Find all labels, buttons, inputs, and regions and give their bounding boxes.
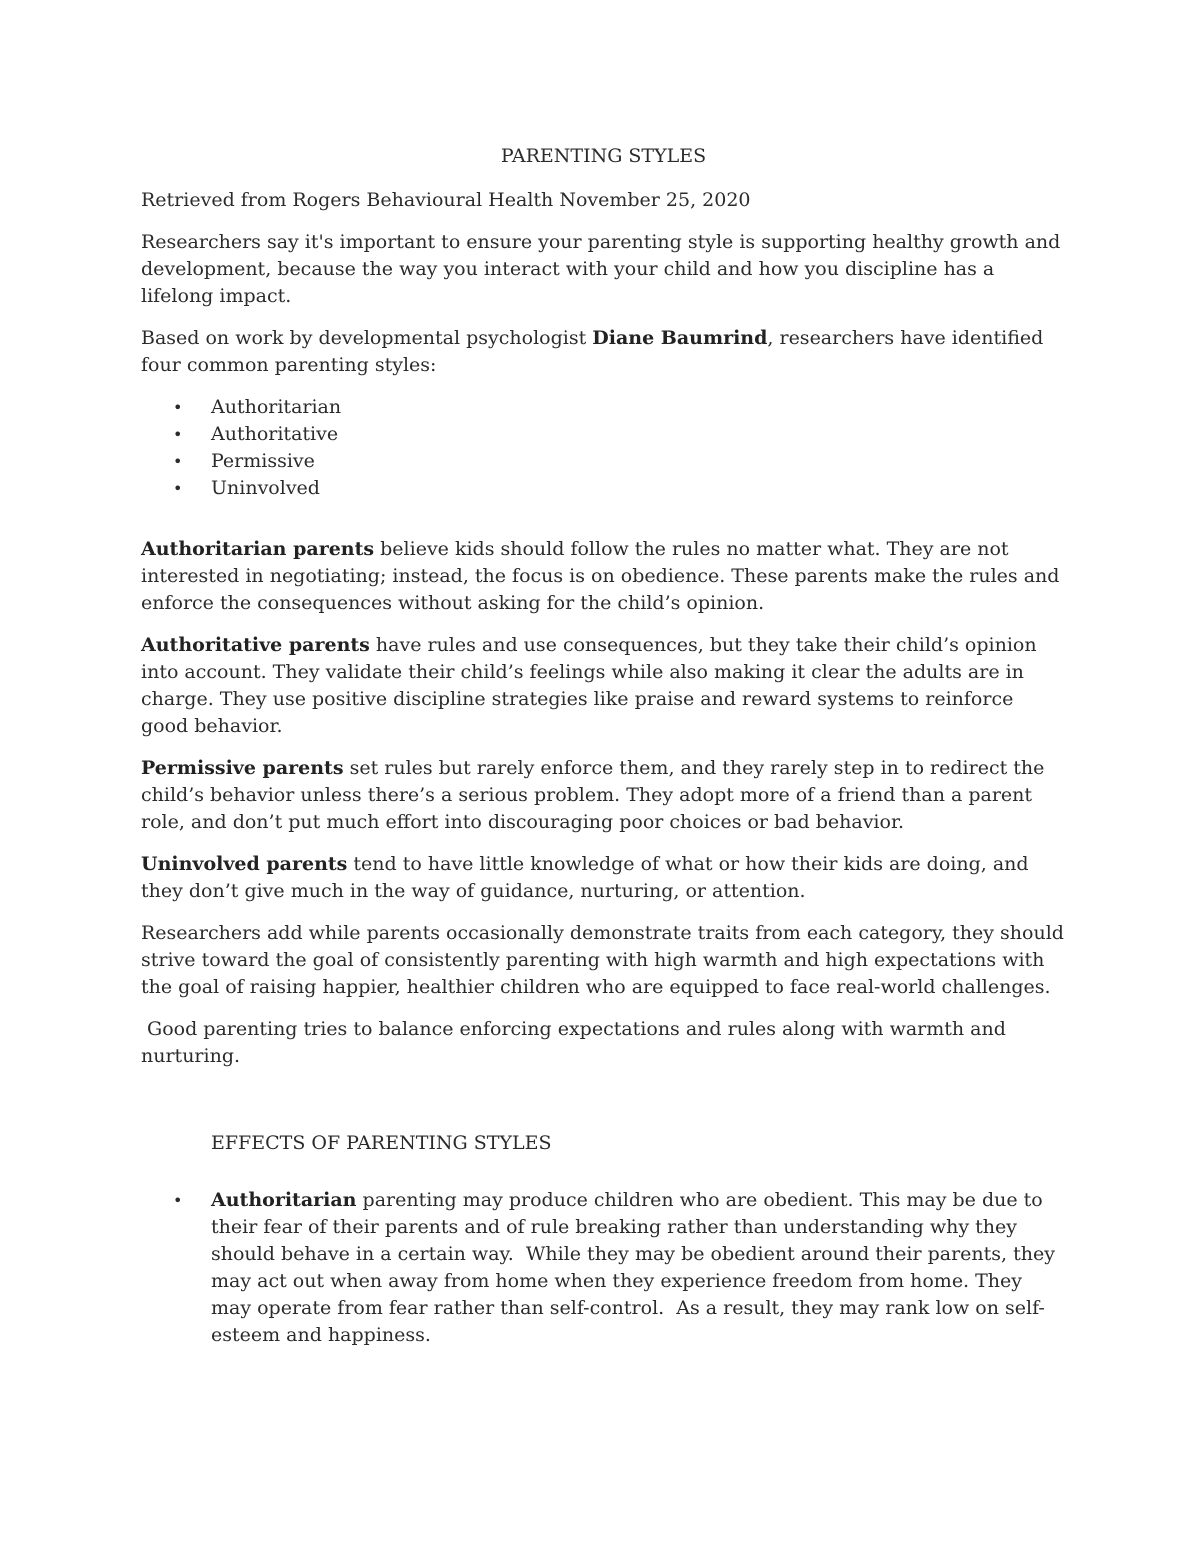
- description-text: believe kids should follow the rules no matter what. They are not interested in negotiating; instead, the focus is on obedience. These parents make the rules and enforce the consequences without asking for the child’s opinion.: [141, 538, 1060, 614]
- effects-term-authoritarian: Authoritarian: [211, 1189, 357, 1211]
- term-permissive: Permissive parents: [141, 757, 344, 779]
- effects-heading: EFFECTS OF PARENTING STYLES: [211, 1132, 552, 1154]
- baumrind-paragraph: [141, 325, 1066, 379]
- list-item-label: Permissive: [211, 450, 315, 472]
- parenting-styles-list: [141, 394, 1066, 502]
- list-item: [141, 475, 1066, 502]
- good-parenting-paragraph: Good parenting tries to balance enforcing expectations and rules along with warmth and nurturing.: [141, 1018, 1012, 1067]
- researchers-add-paragraph: Researchers add while parents occasionally demonstrate traits from each category, they should strive toward the goal of consistently parenting with high warmth and high expectations with the goal of raising happier, healthier children who are equipped to face real-world challenges.: [141, 922, 1064, 998]
- permissive-paragraph: [141, 755, 1066, 836]
- list-item: [141, 448, 1066, 475]
- source-line: Retrieved from Rogers Behavioural Health November 25, 2020: [141, 189, 751, 211]
- bullet-icon: •: [173, 479, 183, 498]
- description-text: have rules and use consequences, but they take their child’s opinion into account. They validate their child’s feelings while also making it clear the adults are in charge. They use positive discipline strategies like praise and reward systems to reinforce good behavior.: [141, 634, 1037, 737]
- baumrind-text-after: , researchers have identified four common parenting styles:: [141, 327, 1044, 376]
- baumrind-text-before: Based on work by developmental psychologist: [141, 327, 593, 349]
- list-item-label: Authoritarian: [211, 396, 342, 418]
- bullet-icon: •: [173, 452, 183, 471]
- page-title: PARENTING STYLES: [500, 145, 707, 167]
- bullet-icon: •: [173, 398, 183, 417]
- intro-paragraph: Researchers say it's important to ensure your parenting style is supporting healthy growth and development, because the way you interact with your child and how you discipline has a lifelong impact.: [141, 231, 1061, 307]
- list-item-label: Uninvolved: [211, 477, 320, 499]
- document-body: [141, 143, 1066, 1349]
- bullet-icon: •: [173, 425, 183, 444]
- description-text: tend to have little knowledge of what or how their kids are doing, and they don’t give much in the way of guidance, nurturing, or attention.: [141, 853, 1029, 902]
- authoritative-paragraph: [141, 632, 1066, 740]
- list-item: [141, 421, 1066, 448]
- uninvolved-paragraph: [141, 851, 1066, 905]
- term-authoritarian: Authoritarian parents: [141, 538, 375, 560]
- effects-list: [141, 1187, 1066, 1349]
- baumrind-name: Diane Baumrind: [592, 327, 768, 349]
- term-authoritative: Authoritative parents: [141, 634, 370, 656]
- term-uninvolved: Uninvolved parents: [141, 853, 348, 875]
- authoritarian-paragraph: [141, 536, 1066, 617]
- list-item: [141, 1187, 1066, 1349]
- bullet-icon: •: [173, 1191, 183, 1210]
- description-text: set rules but rarely enforce them, and they rarely step in to redirect the child’s behavior unless there’s a serious problem. They adopt more of a friend than a parent role, and don’t put much effort into discouraging poor choices or bad behavior.: [141, 757, 1045, 833]
- list-item: [141, 394, 1066, 421]
- effects-text: parenting may produce children who are obedient. This may be due to their fear of their parents and of rule breaking rather than understanding why they should behave in a certain way. While they may be obedient around their parents, they may act out when away from home when they experience freedom from home. They may operate from fear rather than self-control. As a result, they may rank low on self-esteem and happiness.: [211, 1189, 1062, 1346]
- list-item-label: Authoritative: [211, 423, 339, 445]
